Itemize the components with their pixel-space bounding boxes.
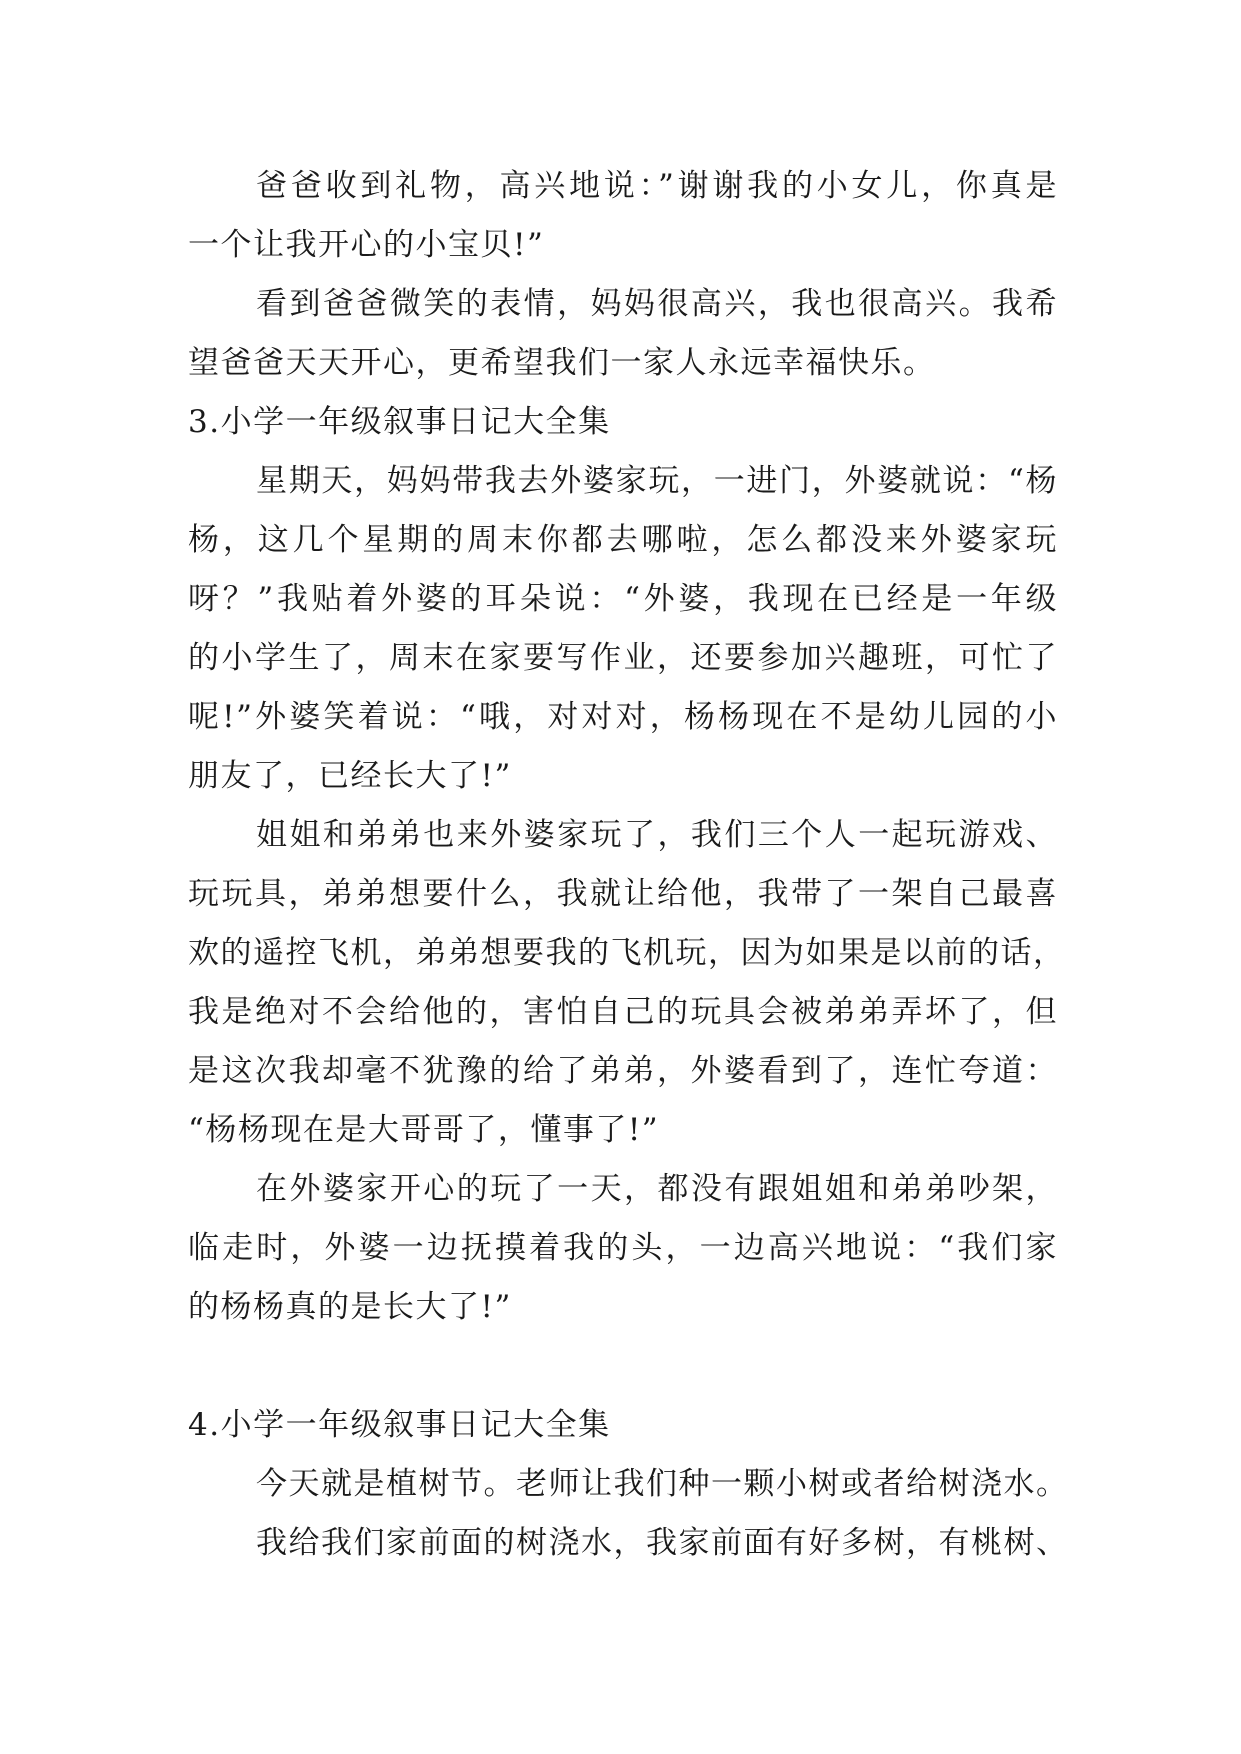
paragraph-line: 杨，这几个星期的周末你都去哪啦，怎么都没来外婆家玩: [188, 522, 1058, 558]
paragraph-line: 看到爸爸微笑的表情，妈妈很高兴，我也很高兴。我希: [256, 286, 1058, 322]
paragraph-line: 是这次我却毫不犹豫的给了弟弟，外婆看到了，连忙夸道：: [188, 1053, 1058, 1089]
paragraph-line: 呢!”外婆笑着说：“哦，对对对，杨杨现在不是幼儿园的小: [188, 699, 1058, 735]
section-heading: 3.小学一年级叙事日记大全集: [188, 404, 611, 440]
paragraph-line: 在外婆家开心的玩了一天，都没有跟姐姐和弟弟吵架，: [256, 1171, 1058, 1207]
paragraph-line: 我是绝对不会给他的，害怕自己的玩具会被弟弟弄坏了，但: [188, 994, 1058, 1030]
paragraph-line: 呀？”我贴着外婆的耳朵说：“外婆，我现在已经是一年级: [188, 581, 1058, 617]
paragraph-line: 玩玩具，弟弟想要什么，我就让给他，我带了一架自己最喜: [188, 876, 1058, 912]
paragraph-line: 的杨杨真的是长大了!”: [188, 1289, 512, 1325]
paragraph-line: 我给我们家前面的树浇水，我家前面有好多树，有桃树、: [256, 1525, 1069, 1561]
paragraph-line: 一个让我开心的小宝贝!”: [188, 227, 545, 263]
paragraph-line: 望爸爸天天开心，更希望我们一家人永远幸福快乐。: [188, 345, 936, 381]
paragraph-line: 今天就是植树节。老师让我们种一颗小树或者给树浇水。: [256, 1466, 1069, 1502]
paragraph-line: “杨杨现在是大哥哥了，懂事了!”: [188, 1112, 660, 1148]
paragraph-line: 临走时，外婆一边抚摸着我的头，一边高兴地说：“我们家: [188, 1230, 1058, 1266]
paragraph-line: 朋友了，已经长大了!”: [188, 758, 512, 794]
paragraph-line: 的小学生了，周末在家要写作业，还要参加兴趣班，可忙了: [188, 640, 1058, 676]
paragraph-line: 姐姐和弟弟也来外婆家玩了，我们三个人一起玩游戏、: [256, 817, 1058, 853]
paragraph-line: 爸爸收到礼物，高兴地说：”谢谢我的小女儿，你真是: [256, 168, 1058, 204]
paragraph-line: 星期天，妈妈带我去外婆家玩，一进门，外婆就说：“杨: [256, 463, 1058, 499]
paragraph-line: 欢的遥控飞机，弟弟想要我的飞机玩，因为如果是以前的话，: [188, 935, 1066, 971]
section-heading: 4.小学一年级叙事日记大全集: [188, 1407, 611, 1443]
